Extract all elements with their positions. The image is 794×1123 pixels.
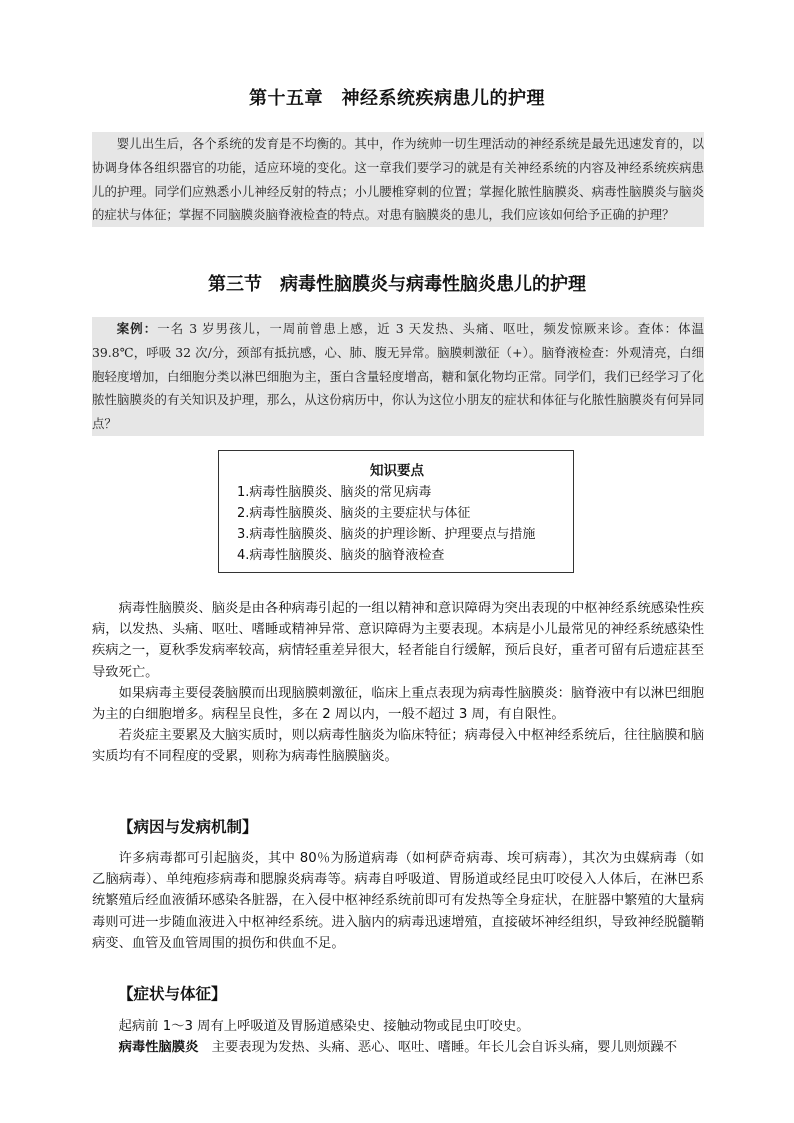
chapter-title: 第十五章 神经系统疾病患儿的护理: [249, 88, 545, 109]
body-paragraph: 若炎症主要累及大脑实质时，则以病毒性脑炎为临床特征；病毒侵入中枢神经系统后，往往脑膜和脑实质均有不同程度的受累，则称为病毒性脑膜脑炎。: [92, 728, 704, 765]
body-paragraph: 如果病毒主要侵袭脑膜而出现脑膜刺激征，临床上重点表现为病毒性脑膜炎：脑脊液中有以淋巴细胞为主的白细胞增多。病程呈良性，多在 2 周以内，一般不超过 3 周，有自限性。: [92, 686, 704, 723]
case-text: 一名 3 岁男孩儿，一周前曾患上感，近 3 天发热、头痛、呕吐，频发惊厥来诊。查体：体温 39.8℃，呼吸 32 次/分，颈部有抵抗感，心、肺、腹无异常。脑膜刺激征（+）。脑脊液检查：外观清亮，白细胞轻度增加，白细胞分类以淋巴细胞为主，蛋白含量轻度增高，糖和氯化物均正常。同学们，我们已经学习了化脓性脑膜炎的有关知识及护理，那么，从这份病历中，你认为这位小朋友的症状和体征与化脓性脑膜炎有何异同点？: [92, 321, 704, 432]
knowledge-item: 2.病毒性脑膜炎、脑炎的主要症状与体征: [237, 506, 471, 521]
knowledge-item: 1.病毒性脑膜炎、脑炎的常见病毒: [237, 485, 432, 500]
knowledge-item: 4.病毒性脑膜炎、脑炎的脑脊液检查: [237, 548, 445, 563]
heading-symptom: 【症状与体征】: [118, 985, 227, 1003]
symptom-sub-label: 病毒性脑膜炎: [118, 1040, 199, 1055]
cause-paragraph: 许多病毒都可引起脑炎，其中 80％为肠道病毒（如柯萨奇病毒、埃可病毒），其次为虫媒病毒（如乙脑病毒）、单纯疱疹病毒和腮腺炎病毒等。病毒自呼吸道、胃肠道或经昆虫叮咬侵入人体后，在淋巴系统繁殖后经血液循环感染各脏器，在入侵中枢神经系统前即可有发热等全身症状，在脏器中繁殖的大量病毒则可进一步随血液进入中枢神经系统。进入脑内的病毒迅速增殖，直接破坏神经组织，导致神经脱髓鞘病变、血管及血管周围的损伤和供血不足。: [92, 851, 704, 951]
case-label: 案例：: [116, 321, 158, 336]
knowledge-box-title: 知识要点: [370, 463, 424, 479]
knowledge-item: 3.病毒性脑膜炎、脑炎的护理诊断、护理要点与措施: [237, 527, 536, 542]
case-paragraph: [92, 317, 704, 436]
symptom-paragraph: [92, 1037, 704, 1058]
body-paragraph: 病毒性脑膜炎、脑炎是由各种病毒引起的一组以精神和意识障碍为突出表现的中枢神经系统感染性疾病，以发热、头痛、呕吐、嗜睡或精神异常、意识障碍为主要表现。本病是小儿最常见的神经系统感染性疾病之一，夏秋季发病率较高，病情轻重差异很大，轻者能自行缓解，预后良好，重者可留有后遗症甚至导致死亡。: [92, 601, 704, 680]
knowledge-box: [218, 450, 574, 573]
symptom-intro: 起病前 1～3 周有上呼吸道及胃肠道感染史、接触动物或昆虫叮咬史。: [118, 1019, 530, 1034]
symptom-sub-text: 主要表现为发热、头痛、恶心、呕吐、嗜睡。年长儿会自诉头痛，婴儿则烦躁不: [198, 1040, 678, 1055]
section-title: 第三节 病毒性脑膜炎与病毒性脑炎患儿的护理: [208, 274, 586, 295]
intro-paragraph: 婴儿出生后，各个系统的发育是不均衡的。其中，作为统帅一切生理活动的神经系统是最先迅速发育的，以协调身体各组织器官的功能，适应环境的变化。这一章我们要学习的就是有关神经系统的内容及神经系统疾病患儿的护理。同学们应熟悉小儿神经反射的特点；小儿腰椎穿刺的位置；掌握化脓性脑膜炎、病毒性脑膜炎与脑炎的症状与体征；掌握不同脑膜炎脑脊液检查的特点。对患有脑膜炎的患儿，我们应该如何给予正确的护理？: [92, 132, 704, 227]
heading-cause: 【病因与发病机制】: [118, 818, 258, 836]
